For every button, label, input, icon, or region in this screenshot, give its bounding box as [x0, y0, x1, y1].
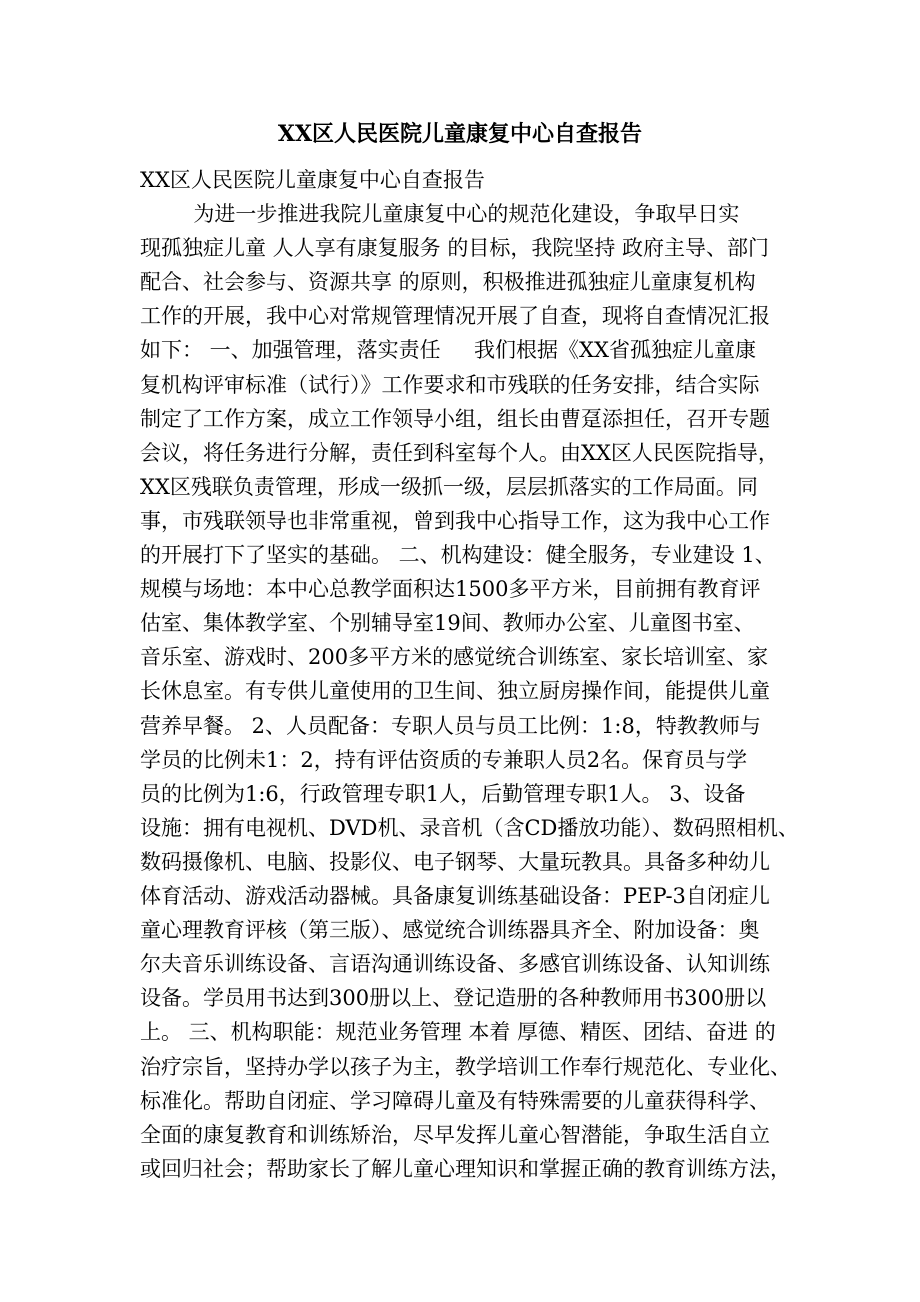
body-line: 的开展打下了坚实的基础。 二、机构建设：健全服务，专业建设 1、	[140, 543, 776, 567]
body-line: 音乐室、游戏时、200多平方米的感觉统合训练室、家长培训室、家	[140, 645, 769, 670]
body-line: 制定了工作方案，成立工作领导小组，组长由曹趸添担任，召开专题	[140, 406, 770, 431]
body-line: 标准化。帮助自闭症、学习障碍儿童及有特殊需要的儿童获得科学、	[140, 1088, 770, 1113]
body-line: 如下： 一、加强管理，落实责任 我们根据《XX省孤独症儿童康	[140, 338, 756, 363]
body-line: 设施：拥有电视机、DVD机、录音机（含CD播放功能）、数码照相机、	[140, 815, 799, 840]
body-line: 长休息室。有专供儿童使用的卫生间、独立厨房操作间，能提供儿童	[140, 679, 770, 704]
body-line: 体育活动、游戏活动器械。具备康复训练基础设备：PEP-3自闭症儿	[140, 884, 770, 908]
body-line: 尔夫音乐训练设备、言语沟通训练设备、多感官训练设备、认知训练	[140, 952, 770, 977]
body-line: 设备。学员用书达到300册以上、登记造册的各种教师用书300册以	[140, 986, 767, 1011]
body-line: 童心理教育评核（第三版）、感觉统合训练器具齐全、附加设备：奥	[140, 918, 760, 943]
body-line: 营养早餐。 2、人员配备：专职人员与员工比例：1:8，特教教师与	[140, 713, 761, 738]
body-line: 治疗宗旨，坚持办学以孩子为主，教学培训工作奉行规范化、专业化、	[140, 1054, 791, 1079]
document-title: XX区人民医院儿童康复中心自查报告	[277, 121, 643, 147]
body-line: 全面的康复教育和训练矫治，尽早发挥儿童心智潜能，争取生活自立	[140, 1122, 770, 1147]
body-line: 复机构评审标准（试行）》工作要求和市残联的任务安排，结合实际	[140, 372, 760, 397]
body-line: 配合、社会参与、资源共享 的原则，积极推进孤独症儿童康复机构	[140, 270, 756, 295]
body-line: 员的比例为1:6，行政管理专职1人，后勤管理专职1人。 3、设备	[140, 781, 746, 806]
body-line: XX区残联负责管理，形成一级抓一级，层层抓落实的工作局面。同	[140, 474, 758, 499]
body-line: 为进一步推进我院儿童康复中心的规范化建设，争取早日实	[140, 202, 740, 226]
body-line: 事，市残联领导也非常重视，曾到我中心指导工作，这为我中心工作	[140, 508, 770, 533]
body-line: 规模与场地：本中心总教学面积达1500多平方米，目前拥有教育评	[140, 577, 761, 602]
body-line: 上。 三、机构职能：规范业务管理 本着 厚德、精医、团结、奋进 的	[140, 1020, 776, 1045]
body-line: 现孤独症儿童 人人享有康复服务 的目标，我院坚持 政府主导、部门	[140, 236, 770, 261]
body-line: 或回归社会；帮助家长了解儿童心理知识和掌握正确的教育训练方法，	[140, 1156, 791, 1181]
body-line: 会议，将任务进行分解，责任到科室每个人。由XX区人民医院指导，	[140, 440, 779, 465]
body-line: 数码摄像机、电脑、投影仪、电子钢琴、大量玩教具。具备多种幼儿	[140, 849, 770, 874]
body-line: 学员的比例未1：2，持有评估资质的专兼职人员2名。保育员与学	[140, 747, 748, 772]
body-line: 工作的开展，我中心对常规管理情况开展了自查，现将自查情况汇报	[140, 304, 770, 329]
body-line: 估室、集体教学室、个别辅导室19间、教师办公室、儿童图书室、	[140, 611, 755, 636]
document-subtitle: XX区人民医院儿童康复中心自查报告	[140, 168, 485, 192]
